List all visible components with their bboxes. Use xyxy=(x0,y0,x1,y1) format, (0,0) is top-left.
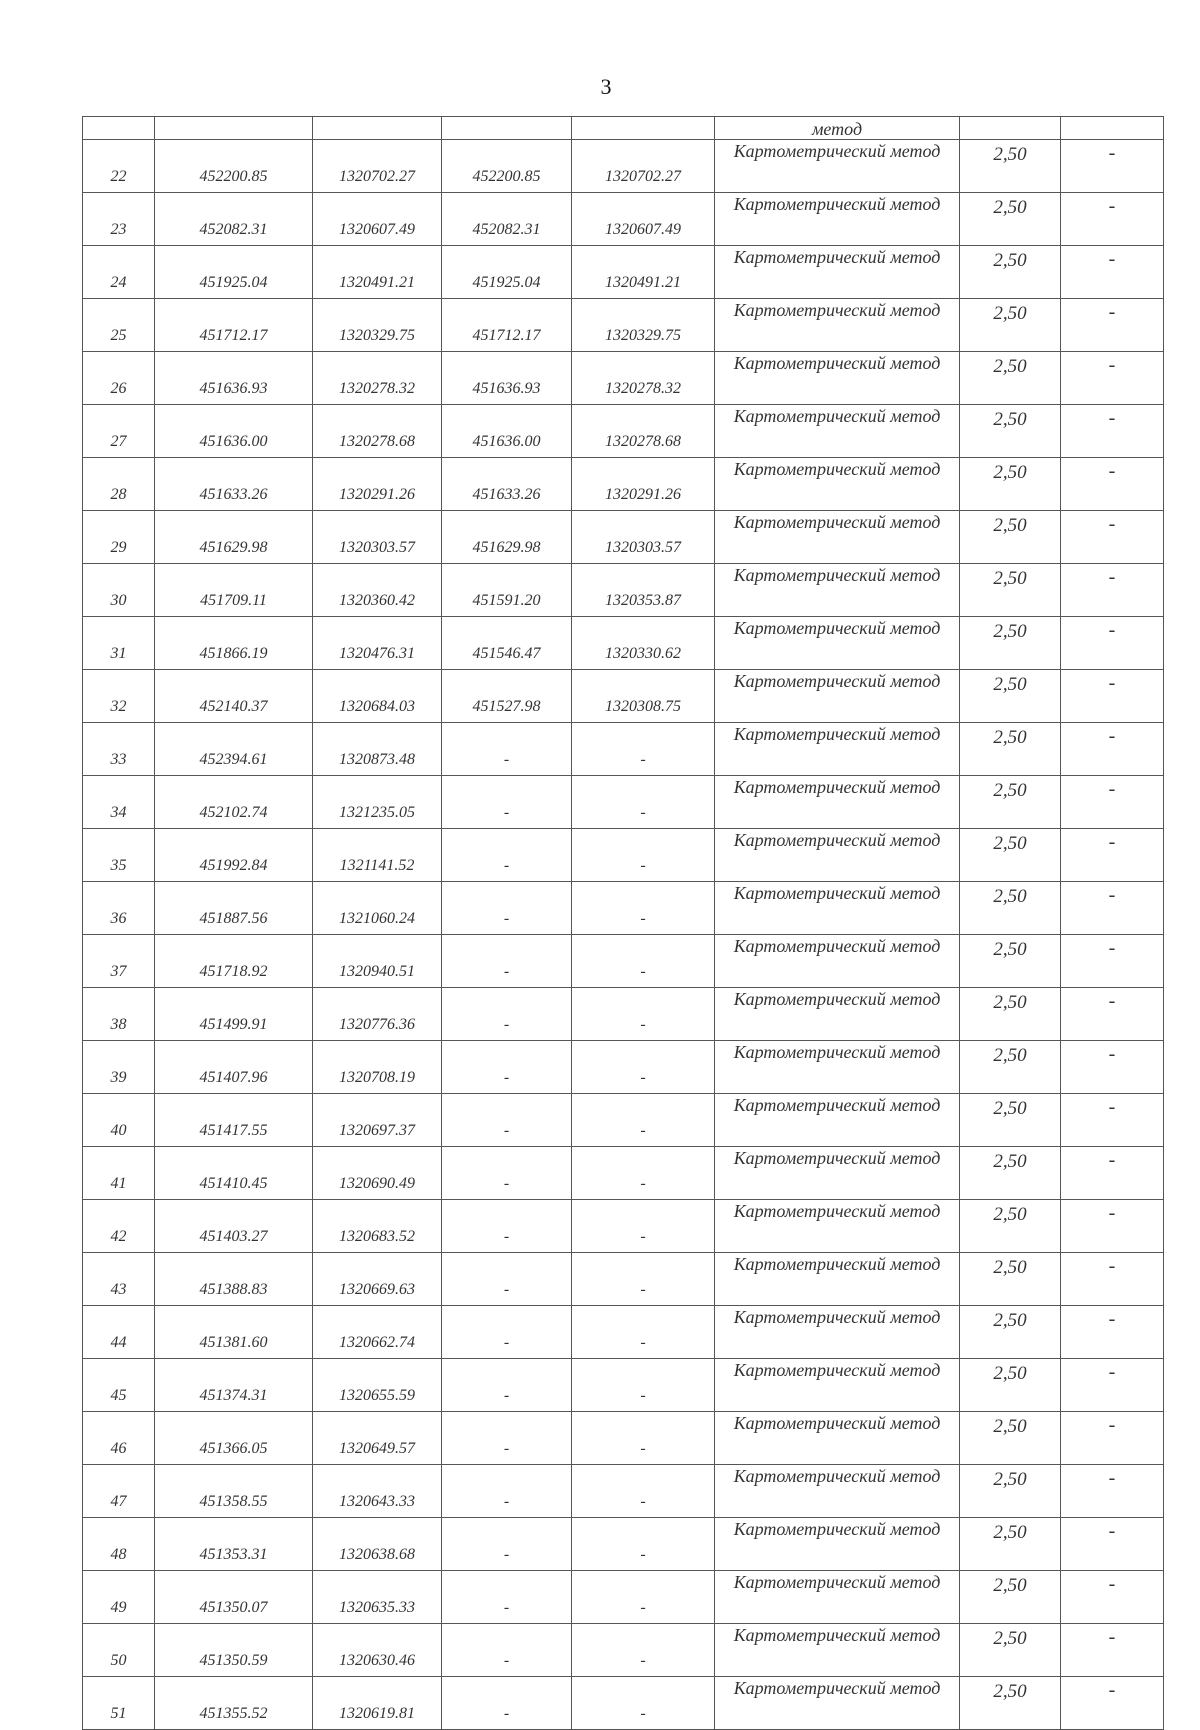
cell-x2: 451633.26 xyxy=(442,458,572,511)
table-row xyxy=(83,246,1164,299)
cell-y2: 1320491.21 xyxy=(572,246,715,299)
table-row xyxy=(83,776,1164,829)
cell-y1: 1320649.57 xyxy=(313,1412,442,1465)
table-row xyxy=(83,1571,1164,1624)
cell-method: Картометрический метод xyxy=(715,511,960,564)
cell-accuracy: 2,50 xyxy=(960,352,1061,405)
cell-note: - xyxy=(1061,1041,1164,1094)
table-row xyxy=(83,140,1164,193)
cell-x1: 451366.05 xyxy=(155,1412,313,1465)
cell-note: - xyxy=(1061,723,1164,776)
cell-note: - xyxy=(1061,1094,1164,1147)
cell-y1: 1320291.26 xyxy=(313,458,442,511)
table-row xyxy=(83,1147,1164,1200)
cell-y1: 1320684.03 xyxy=(313,670,442,723)
cell-point-number: 39 xyxy=(83,1041,155,1094)
cell-accuracy: 2,50 xyxy=(960,1518,1061,1571)
cell-x2: - xyxy=(442,1624,572,1677)
cell-note: - xyxy=(1061,1147,1164,1200)
cell-x1: 452082.31 xyxy=(155,193,313,246)
cell-y2: - xyxy=(572,1200,715,1253)
cell-point-number: 28 xyxy=(83,458,155,511)
cell-accuracy: 2,50 xyxy=(960,1465,1061,1518)
cell-accuracy: 2,50 xyxy=(960,935,1061,988)
cell-method: Картометрический метод xyxy=(715,1094,960,1147)
cell-x2: - xyxy=(442,776,572,829)
cell-point-number: 42 xyxy=(83,1200,155,1253)
cell-x2 xyxy=(442,117,572,140)
cell-point-number: 27 xyxy=(83,405,155,458)
cell-note: - xyxy=(1061,458,1164,511)
cell-y1: 1320303.57 xyxy=(313,511,442,564)
cell-accuracy: 2,50 xyxy=(960,1677,1061,1730)
cell-y2: 1320291.26 xyxy=(572,458,715,511)
cell-x1: 451381.60 xyxy=(155,1306,313,1359)
cell-x2: 452200.85 xyxy=(442,140,572,193)
cell-x2: 451925.04 xyxy=(442,246,572,299)
cell-y1: 1320669.63 xyxy=(313,1253,442,1306)
cell-point-number: 49 xyxy=(83,1571,155,1624)
cell-point-number: 38 xyxy=(83,988,155,1041)
cell-x1: 451417.55 xyxy=(155,1094,313,1147)
cell-accuracy: 2,50 xyxy=(960,511,1061,564)
cell-y1: 1320702.27 xyxy=(313,140,442,193)
table-row xyxy=(83,1518,1164,1571)
cell-y2: 1320278.32 xyxy=(572,352,715,405)
cell-x1: 451410.45 xyxy=(155,1147,313,1200)
cell-note: - xyxy=(1061,1465,1164,1518)
table-row xyxy=(83,1677,1164,1730)
cell-x2: - xyxy=(442,988,572,1041)
cell-method: Картометрический метод xyxy=(715,405,960,458)
cell-method: Картометрический метод xyxy=(715,776,960,829)
cell-note: - xyxy=(1061,1677,1164,1730)
cell-method: Картометрический метод xyxy=(715,352,960,405)
cell-point-number: 30 xyxy=(83,564,155,617)
cell-x2: 451636.93 xyxy=(442,352,572,405)
page-number: 3 xyxy=(600,74,612,99)
cell-accuracy: 2,50 xyxy=(960,776,1061,829)
cell-y2: 1320329.75 xyxy=(572,299,715,352)
cell-y1: 1321235.05 xyxy=(313,776,442,829)
cell-method: Картометрический метод xyxy=(715,1412,960,1465)
cell-x2: 451546.47 xyxy=(442,617,572,670)
cell-x2: - xyxy=(442,935,572,988)
table-row xyxy=(83,1094,1164,1147)
cell-y2: 1320330.62 xyxy=(572,617,715,670)
cell-x1: 452200.85 xyxy=(155,140,313,193)
cell-y2: 1320607.49 xyxy=(572,193,715,246)
cell-y2: - xyxy=(572,1571,715,1624)
cell-x1: 451403.27 xyxy=(155,1200,313,1253)
cell-y1: 1320776.36 xyxy=(313,988,442,1041)
cell-method: метод xyxy=(715,117,960,140)
cell-point-number: 50 xyxy=(83,1624,155,1677)
cell-note: - xyxy=(1061,1359,1164,1412)
cell-x1: 452394.61 xyxy=(155,723,313,776)
table-row xyxy=(83,564,1164,617)
cell-x1: 451636.00 xyxy=(155,405,313,458)
table-row xyxy=(83,299,1164,352)
table-row xyxy=(83,352,1164,405)
cell-note: - xyxy=(1061,617,1164,670)
cell-note: - xyxy=(1061,352,1164,405)
cell-accuracy: 2,50 xyxy=(960,1094,1061,1147)
cell-method: Картометрический метод xyxy=(715,1306,960,1359)
cell-method: Картометрический метод xyxy=(715,1200,960,1253)
cell-accuracy: 2,50 xyxy=(960,246,1061,299)
table-row xyxy=(83,1253,1164,1306)
cell-point-number: 37 xyxy=(83,935,155,988)
cell-x2: - xyxy=(442,882,572,935)
cell-note: - xyxy=(1061,1624,1164,1677)
cell-point-number: 47 xyxy=(83,1465,155,1518)
cell-point-number: 32 xyxy=(83,670,155,723)
cell-note: - xyxy=(1061,405,1164,458)
cell-method: Картометрический метод xyxy=(715,1518,960,1571)
cell-x2: - xyxy=(442,1518,572,1571)
cell-y1: 1320491.21 xyxy=(313,246,442,299)
cell-method: Картометрический метод xyxy=(715,1571,960,1624)
cell-method: Картометрический метод xyxy=(715,1465,960,1518)
cell-x1: 451992.84 xyxy=(155,829,313,882)
cell-x1: 451388.83 xyxy=(155,1253,313,1306)
cell-note: - xyxy=(1061,299,1164,352)
cell-note: - xyxy=(1061,564,1164,617)
table-row xyxy=(83,458,1164,511)
cell-method: Картометрический метод xyxy=(715,140,960,193)
cell-method: Картометрический метод xyxy=(715,670,960,723)
cell-y1: 1320630.46 xyxy=(313,1624,442,1677)
cell-accuracy: 2,50 xyxy=(960,1147,1061,1200)
cell-accuracy: 2,50 xyxy=(960,988,1061,1041)
cell-y2: - xyxy=(572,1624,715,1677)
cell-y1: 1320873.48 xyxy=(313,723,442,776)
cell-method: Картометрический метод xyxy=(715,829,960,882)
cell-y1: 1320690.49 xyxy=(313,1147,442,1200)
cell-x2: - xyxy=(442,1200,572,1253)
cell-x1: 451350.59 xyxy=(155,1624,313,1677)
table-row xyxy=(83,723,1164,776)
cell-x2: 451636.00 xyxy=(442,405,572,458)
cell-accuracy: 2,50 xyxy=(960,1253,1061,1306)
cell-y2: - xyxy=(572,882,715,935)
cell-x1: 451499.91 xyxy=(155,988,313,1041)
cell-point-number: 33 xyxy=(83,723,155,776)
cell-y1: 1320643.33 xyxy=(313,1465,442,1518)
cell-method: Картометрический метод xyxy=(715,617,960,670)
cell-x1: 451350.07 xyxy=(155,1571,313,1624)
cell-y2: - xyxy=(572,1094,715,1147)
cell-method: Картометрический метод xyxy=(715,723,960,776)
cell-x1: 452140.37 xyxy=(155,670,313,723)
cell-point-number: 34 xyxy=(83,776,155,829)
cell-x1: 451866.19 xyxy=(155,617,313,670)
table-row xyxy=(83,988,1164,1041)
cell-point-number: 29 xyxy=(83,511,155,564)
cell-accuracy: 2,50 xyxy=(960,405,1061,458)
table-row xyxy=(83,617,1164,670)
cell-point-number: 22 xyxy=(83,140,155,193)
cell-note: - xyxy=(1061,776,1164,829)
cell-point-number: 35 xyxy=(83,829,155,882)
cell-accuracy: 2,50 xyxy=(960,1200,1061,1253)
cell-note: - xyxy=(1061,670,1164,723)
cell-note: - xyxy=(1061,1412,1164,1465)
cell-y1: 1320278.32 xyxy=(313,352,442,405)
cell-note: - xyxy=(1061,1200,1164,1253)
cell-y2: 1320303.57 xyxy=(572,511,715,564)
cell-x1: 451374.31 xyxy=(155,1359,313,1412)
cell-accuracy: 2,50 xyxy=(960,829,1061,882)
cell-method: Картометрический метод xyxy=(715,458,960,511)
cell-note: - xyxy=(1061,1571,1164,1624)
table-row xyxy=(83,1041,1164,1094)
cell-y2: - xyxy=(572,829,715,882)
cell-accuracy: 2,50 xyxy=(960,1359,1061,1412)
cell-y2: 1320278.68 xyxy=(572,405,715,458)
cell-method: Картометрический метод xyxy=(715,564,960,617)
cell-note: - xyxy=(1061,193,1164,246)
cell-accuracy: 2,50 xyxy=(960,1624,1061,1677)
table-row xyxy=(83,193,1164,246)
cell-x2: 452082.31 xyxy=(442,193,572,246)
cell-accuracy: 2,50 xyxy=(960,458,1061,511)
cell-x2: - xyxy=(442,1306,572,1359)
cell-y2: - xyxy=(572,723,715,776)
cell-y2: 1320308.75 xyxy=(572,670,715,723)
cell-x2: - xyxy=(442,1465,572,1518)
cell-y2: 1320702.27 xyxy=(572,140,715,193)
cell-y1: 1320655.59 xyxy=(313,1359,442,1412)
cell-note: - xyxy=(1061,1306,1164,1359)
cell-y2: - xyxy=(572,988,715,1041)
cell-point-number: 26 xyxy=(83,352,155,405)
cell-note: - xyxy=(1061,988,1164,1041)
cell-y1: 1320940.51 xyxy=(313,935,442,988)
table-row xyxy=(83,1624,1164,1677)
cell-x2: - xyxy=(442,1412,572,1465)
table-row xyxy=(83,1200,1164,1253)
cell-method: Картометрический метод xyxy=(715,193,960,246)
cell-point-number: 45 xyxy=(83,1359,155,1412)
table-row xyxy=(83,670,1164,723)
cell-note: - xyxy=(1061,246,1164,299)
cell-y1: 1321060.24 xyxy=(313,882,442,935)
cell-method: Картометрический метод xyxy=(715,299,960,352)
cell-point-number: 48 xyxy=(83,1518,155,1571)
cell-y2: - xyxy=(572,1412,715,1465)
cell-point-number: 46 xyxy=(83,1412,155,1465)
cell-x2: 451712.17 xyxy=(442,299,572,352)
cell-y1: 1320607.49 xyxy=(313,193,442,246)
cell-y2: - xyxy=(572,935,715,988)
cell-accuracy xyxy=(960,117,1061,140)
cell-note: - xyxy=(1061,935,1164,988)
cell-note: - xyxy=(1061,1253,1164,1306)
cell-point-number xyxy=(83,117,155,140)
cell-point-number: 36 xyxy=(83,882,155,935)
cell-note: - xyxy=(1061,511,1164,564)
cell-y2: - xyxy=(572,1306,715,1359)
cell-x1: 451629.98 xyxy=(155,511,313,564)
cell-note: - xyxy=(1061,140,1164,193)
cell-x2: - xyxy=(442,829,572,882)
cell-x1 xyxy=(155,117,313,140)
cell-x2: - xyxy=(442,1147,572,1200)
cell-y2: - xyxy=(572,776,715,829)
cell-y1 xyxy=(313,117,442,140)
cell-method: Картометрический метод xyxy=(715,1147,960,1200)
cell-note: - xyxy=(1061,1518,1164,1571)
cell-accuracy: 2,50 xyxy=(960,140,1061,193)
cell-x2: - xyxy=(442,1571,572,1624)
cell-method: Картометрический метод xyxy=(715,882,960,935)
cell-x2: - xyxy=(442,1677,572,1730)
cell-note: - xyxy=(1061,829,1164,882)
cell-x1: 452102.74 xyxy=(155,776,313,829)
cell-x1: 451925.04 xyxy=(155,246,313,299)
cell-x2: - xyxy=(442,1041,572,1094)
cell-y1: 1320360.42 xyxy=(313,564,442,617)
cell-point-number: 41 xyxy=(83,1147,155,1200)
table-row xyxy=(83,511,1164,564)
cell-x2: 451527.98 xyxy=(442,670,572,723)
cell-x1: 451712.17 xyxy=(155,299,313,352)
cell-accuracy: 2,50 xyxy=(960,617,1061,670)
cell-y1: 1320278.68 xyxy=(313,405,442,458)
cell-y2: - xyxy=(572,1518,715,1571)
cell-point-number: 51 xyxy=(83,1677,155,1730)
cell-y1: 1320697.37 xyxy=(313,1094,442,1147)
cell-y1: 1320638.68 xyxy=(313,1518,442,1571)
table-row xyxy=(83,935,1164,988)
cell-y1: 1320683.52 xyxy=(313,1200,442,1253)
cell-accuracy: 2,50 xyxy=(960,670,1061,723)
cell-x1: 451887.56 xyxy=(155,882,313,935)
cell-y2: - xyxy=(572,1253,715,1306)
cell-accuracy: 2,50 xyxy=(960,1571,1061,1624)
table-row xyxy=(83,1412,1164,1465)
cell-y2: - xyxy=(572,1465,715,1518)
cell-method: Картометрический метод xyxy=(715,1253,960,1306)
cell-point-number: 44 xyxy=(83,1306,155,1359)
cell-accuracy: 2,50 xyxy=(960,299,1061,352)
cell-y1: 1320476.31 xyxy=(313,617,442,670)
cell-x1: 451633.26 xyxy=(155,458,313,511)
cell-x2: 451629.98 xyxy=(442,511,572,564)
cell-accuracy: 2,50 xyxy=(960,193,1061,246)
cell-method: Картометрический метод xyxy=(715,935,960,988)
cell-point-number: 40 xyxy=(83,1094,155,1147)
coordinates-table xyxy=(82,116,1164,1730)
cell-accuracy: 2,50 xyxy=(960,723,1061,776)
cell-x2: - xyxy=(442,1253,572,1306)
table-row xyxy=(83,882,1164,935)
cell-y1: 1320708.19 xyxy=(313,1041,442,1094)
cell-x1: 451636.93 xyxy=(155,352,313,405)
table-row xyxy=(83,405,1164,458)
cell-x1: 451358.55 xyxy=(155,1465,313,1518)
cell-y1: 1321141.52 xyxy=(313,829,442,882)
cell-y1: 1320619.81 xyxy=(313,1677,442,1730)
cell-note: - xyxy=(1061,882,1164,935)
cell-x1: 451718.92 xyxy=(155,935,313,988)
table-row xyxy=(83,829,1164,882)
cell-method: Картометрический метод xyxy=(715,1359,960,1412)
table-row xyxy=(83,1306,1164,1359)
cell-accuracy: 2,50 xyxy=(960,1041,1061,1094)
cell-accuracy: 2,50 xyxy=(960,564,1061,617)
cell-note xyxy=(1061,117,1164,140)
cell-x1: 451355.52 xyxy=(155,1677,313,1730)
cell-x2: 451591.20 xyxy=(442,564,572,617)
cell-x2: - xyxy=(442,1359,572,1412)
cell-y1: 1320662.74 xyxy=(313,1306,442,1359)
table-row xyxy=(83,1359,1164,1412)
cell-point-number: 25 xyxy=(83,299,155,352)
cell-point-number: 43 xyxy=(83,1253,155,1306)
cell-accuracy: 2,50 xyxy=(960,882,1061,935)
cell-y1: 1320329.75 xyxy=(313,299,442,352)
cell-point-number: 23 xyxy=(83,193,155,246)
cell-accuracy: 2,50 xyxy=(960,1306,1061,1359)
cell-y2 xyxy=(572,117,715,140)
cell-method: Картометрический метод xyxy=(715,246,960,299)
cell-x1: 451709.11 xyxy=(155,564,313,617)
cell-x2: - xyxy=(442,1094,572,1147)
cell-point-number: 31 xyxy=(83,617,155,670)
cell-method: Картометрический метод xyxy=(715,1677,960,1730)
cell-y1: 1320635.33 xyxy=(313,1571,442,1624)
cell-x1: 451407.96 xyxy=(155,1041,313,1094)
continuation-row xyxy=(83,117,1164,140)
cell-y2: - xyxy=(572,1041,715,1094)
table-body xyxy=(83,117,1164,1730)
cell-x1: 451353.31 xyxy=(155,1518,313,1571)
cell-x2: - xyxy=(442,723,572,776)
cell-y2: - xyxy=(572,1677,715,1730)
cell-y2: - xyxy=(572,1147,715,1200)
cell-method: Картометрический метод xyxy=(715,1041,960,1094)
table-row xyxy=(83,1465,1164,1518)
cell-y2: - xyxy=(572,1359,715,1412)
cell-point-number: 24 xyxy=(83,246,155,299)
cell-y2: 1320353.87 xyxy=(572,564,715,617)
cell-method: Картометрический метод xyxy=(715,1624,960,1677)
cell-accuracy: 2,50 xyxy=(960,1412,1061,1465)
cell-method: Картометрический метод xyxy=(715,988,960,1041)
